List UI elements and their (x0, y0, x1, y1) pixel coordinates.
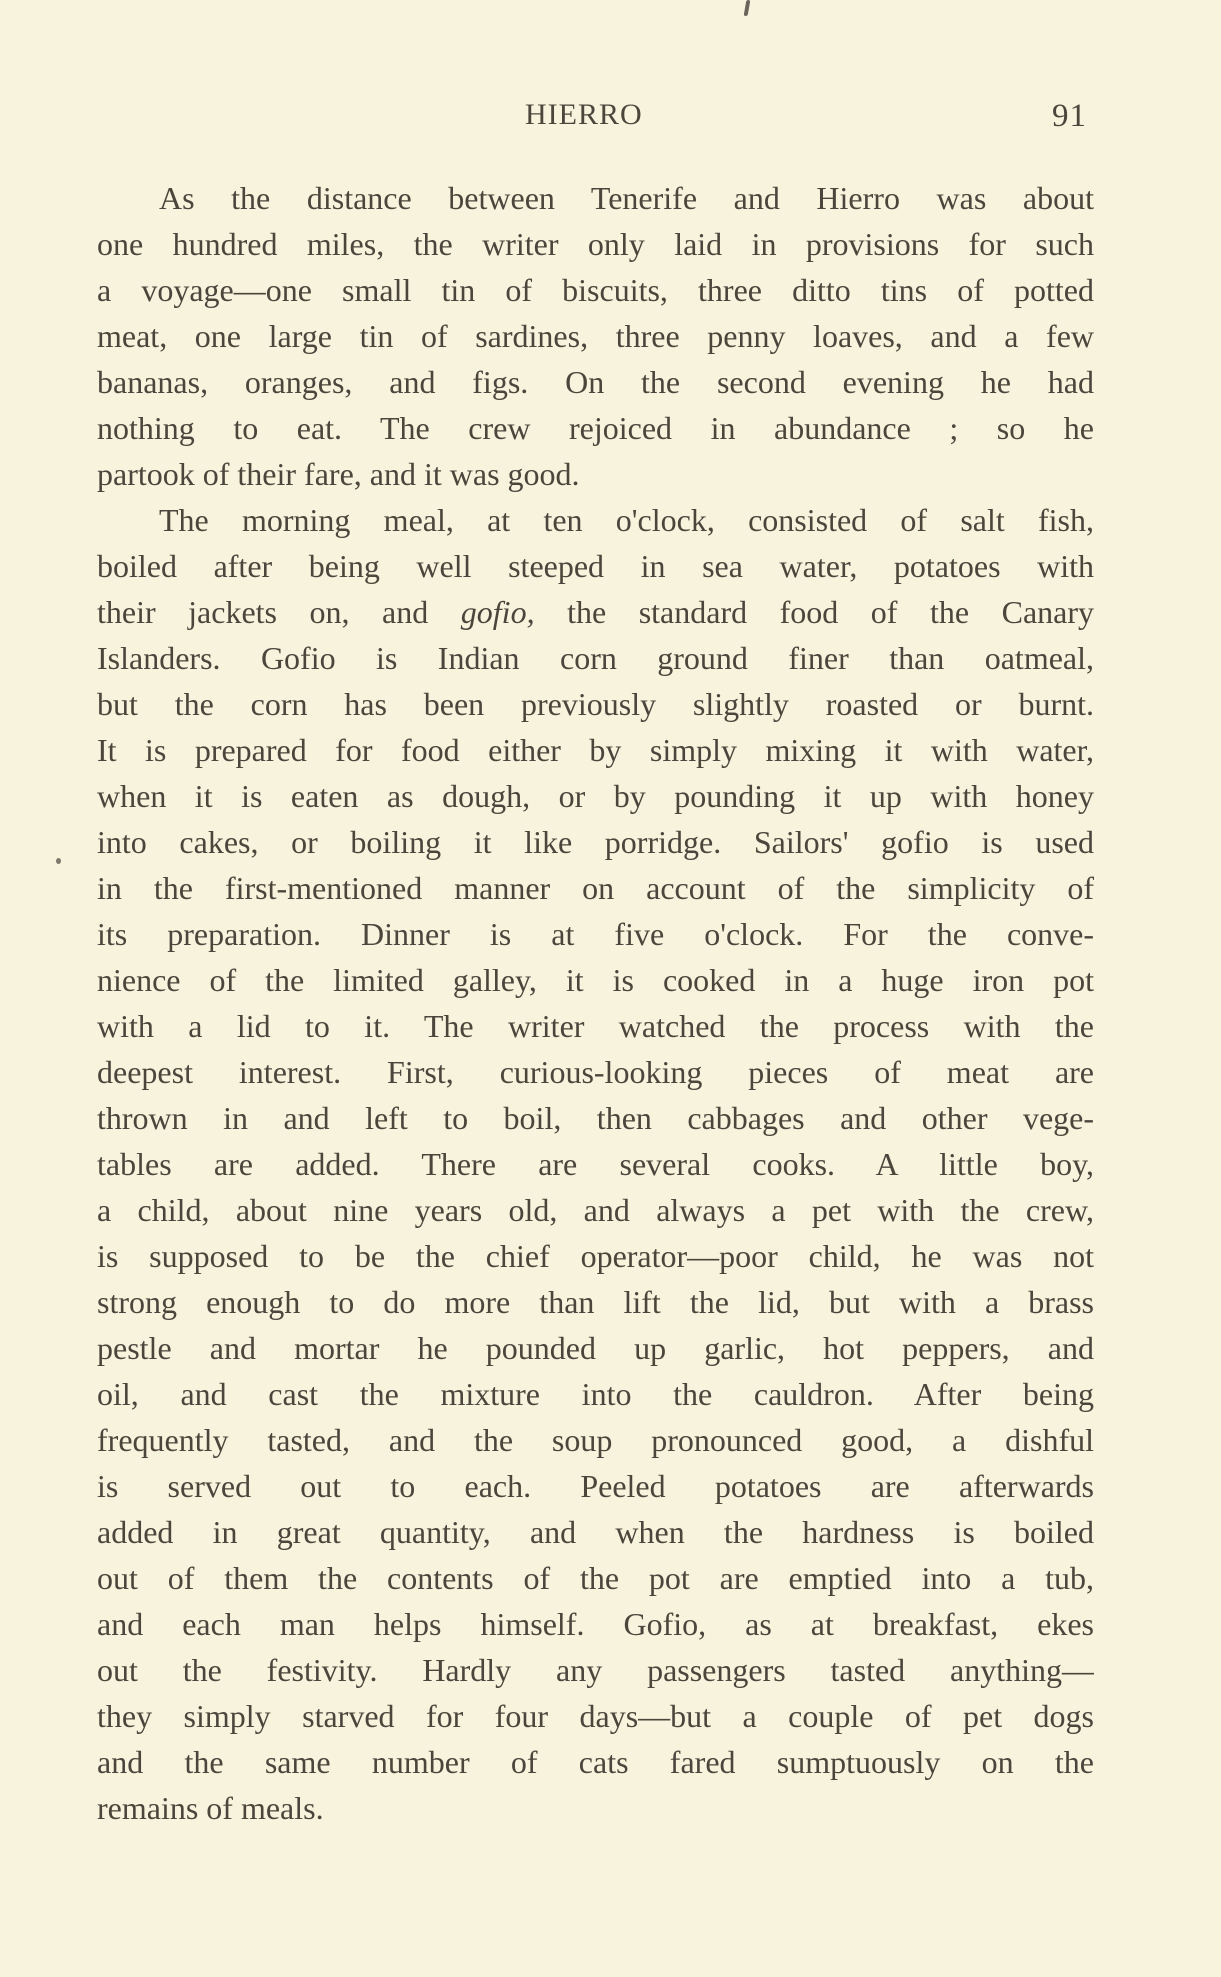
text-line: pestle and mortar he pounded up garlic, hot peppers, and (97, 1330, 1094, 1366)
text-line: its preparation. Dinner is at five o'clock. For the conve- (97, 916, 1094, 952)
text-line: remains of meals. (97, 1790, 324, 1826)
scan-mark (744, 0, 751, 16)
text-line: into cakes, or boiling it like porridge. Sailors' gofio is used (97, 824, 1094, 860)
text-line: a voyage—one small tin of biscuits, three ditto tins of potted (97, 272, 1094, 308)
text-line: out of them the contents of the pot are emptied into a tub, (97, 1560, 1094, 1596)
body-text (97, 175, 1094, 1831)
text-line: with a lid to it. The writer watched the process with the (97, 1008, 1094, 1044)
text-line: and each man helps himself. Gofio, as at breakfast, ekes (97, 1606, 1094, 1642)
text-line: is served out to each. Peeled potatoes are afterwards (97, 1468, 1094, 1504)
text-line: bananas, oranges, and figs. On the second evening he had (97, 364, 1094, 400)
text-line: deepest interest. First, curious-looking pieces of meat are (97, 1054, 1094, 1090)
text-line: meat, one large tin of sardines, three penny loaves, and a few (97, 318, 1094, 354)
page-number: 91 (1052, 98, 1087, 134)
paragraph (97, 497, 1094, 1831)
scan-speck (56, 858, 61, 864)
text-line: but the corn has been previously slightly roasted or burnt. (97, 686, 1094, 722)
text-line: oil, and cast the mixture into the cauldron. After being (97, 1376, 1094, 1412)
text-line: partook of their fare, and it was good. (97, 456, 580, 492)
text-line: out the festivity. Hardly any passengers tasted anything— (97, 1652, 1094, 1688)
text-line: added in great quantity, and when the hardness is boiled (97, 1514, 1094, 1550)
text-segment: the standard food of the Canary (534, 594, 1094, 630)
text-line: As the distance between Tenerife and Hierro was about (159, 180, 1094, 216)
text-line: It is prepared for food either by simply mixing it with water, (97, 732, 1094, 768)
italic-term: gofio, (460, 594, 535, 630)
text-line: Islanders. Gofio is Indian corn ground finer than oatmeal, (97, 640, 1094, 676)
text-line: in the first-mentioned manner on account of the simplicity of (97, 870, 1094, 906)
text-line: The morning meal, at ten o'clock, consisted of salt fish, (159, 502, 1094, 538)
text-line: nothing to eat. The crew rejoiced in abundance ; so he (97, 410, 1094, 446)
text-line: nience of the limited galley, it is cooked in a huge iron pot (97, 962, 1094, 998)
text-line: one hundred miles, the writer only laid in provisions for such (97, 226, 1094, 262)
text-line: strong enough to do more than lift the lid, but with a brass (97, 1284, 1094, 1320)
text-line: and the same number of cats fared sumptuously on the (97, 1744, 1094, 1780)
text-line: boiled after being well steeped in sea water, potatoes with (97, 548, 1094, 584)
text-line: is supposed to be the chief operator—poor child, he was not (97, 1238, 1094, 1274)
text-line: when it is eaten as dough, or by pounding it up with honey (97, 778, 1094, 814)
running-head-title: HIERRO (525, 98, 643, 131)
text-line: thrown in and left to boil, then cabbages and other vege- (97, 1100, 1094, 1136)
text-line: frequently tasted, and the soup pronounced good, a dishful (97, 1422, 1094, 1458)
paragraph (97, 175, 1094, 497)
text-segment: their jackets on, and (97, 594, 461, 630)
text-line: tables are added. There are several cooks. A little boy, (97, 1146, 1094, 1182)
text-line: a child, about nine years old, and always a pet with the crew, (97, 1192, 1094, 1228)
text-line (97, 589, 1094, 635)
text-line: they simply starved for four days—but a couple of pet dogs (97, 1698, 1094, 1734)
